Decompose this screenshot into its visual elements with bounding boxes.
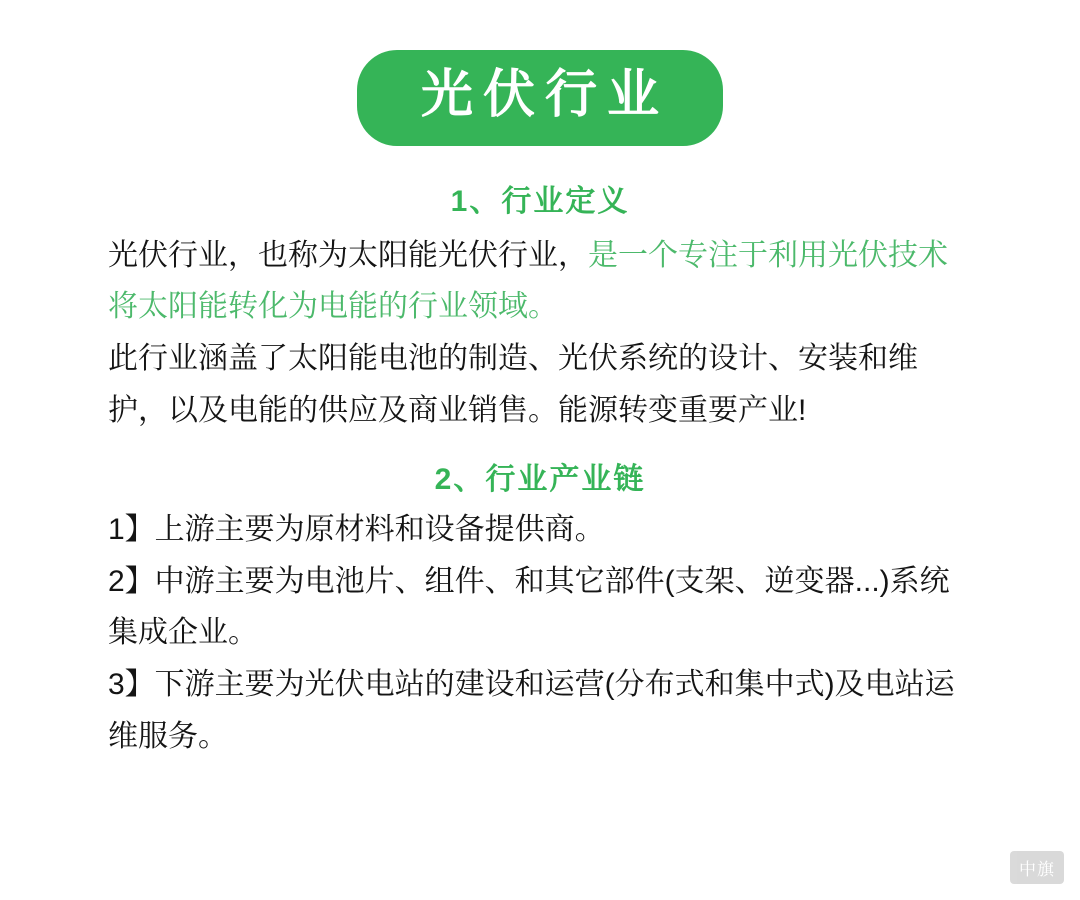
definition-text-plain: 光伏行业，也称为太阳能光伏行业， xyxy=(108,238,588,272)
definition-paragraph-1 xyxy=(108,230,972,333)
list-item: 2】中游主要为电池片、组件、和其它部件(支架、逆变器...)系统集成企业。 xyxy=(108,564,950,650)
definition-text-highlight: 是一个专注于利用光伏技术将太阳能转化为电能的行业领域。 xyxy=(108,238,948,324)
list-item: 1】上游主要为原材料和设备提供商。 xyxy=(108,513,605,547)
watermark-badge: 中旗 xyxy=(1010,851,1064,884)
section-heading-definition: 1、行业定义 xyxy=(450,184,630,218)
page-title: 光伏行业 xyxy=(357,50,723,146)
list-item: 3】下游主要为光伏电站的建设和运营(分布式和集中式)及电站运维服务。 xyxy=(108,667,955,753)
section-heading-industry-chain: 2、行业产业链 xyxy=(434,463,646,497)
title-container xyxy=(108,0,972,146)
definition-paragraph-2: 此行业涵盖了太阳能电池的制造、光伏系统的设计、安装和维护，以及电能的供应及商业销售。能源转变重要产业! xyxy=(108,341,918,427)
